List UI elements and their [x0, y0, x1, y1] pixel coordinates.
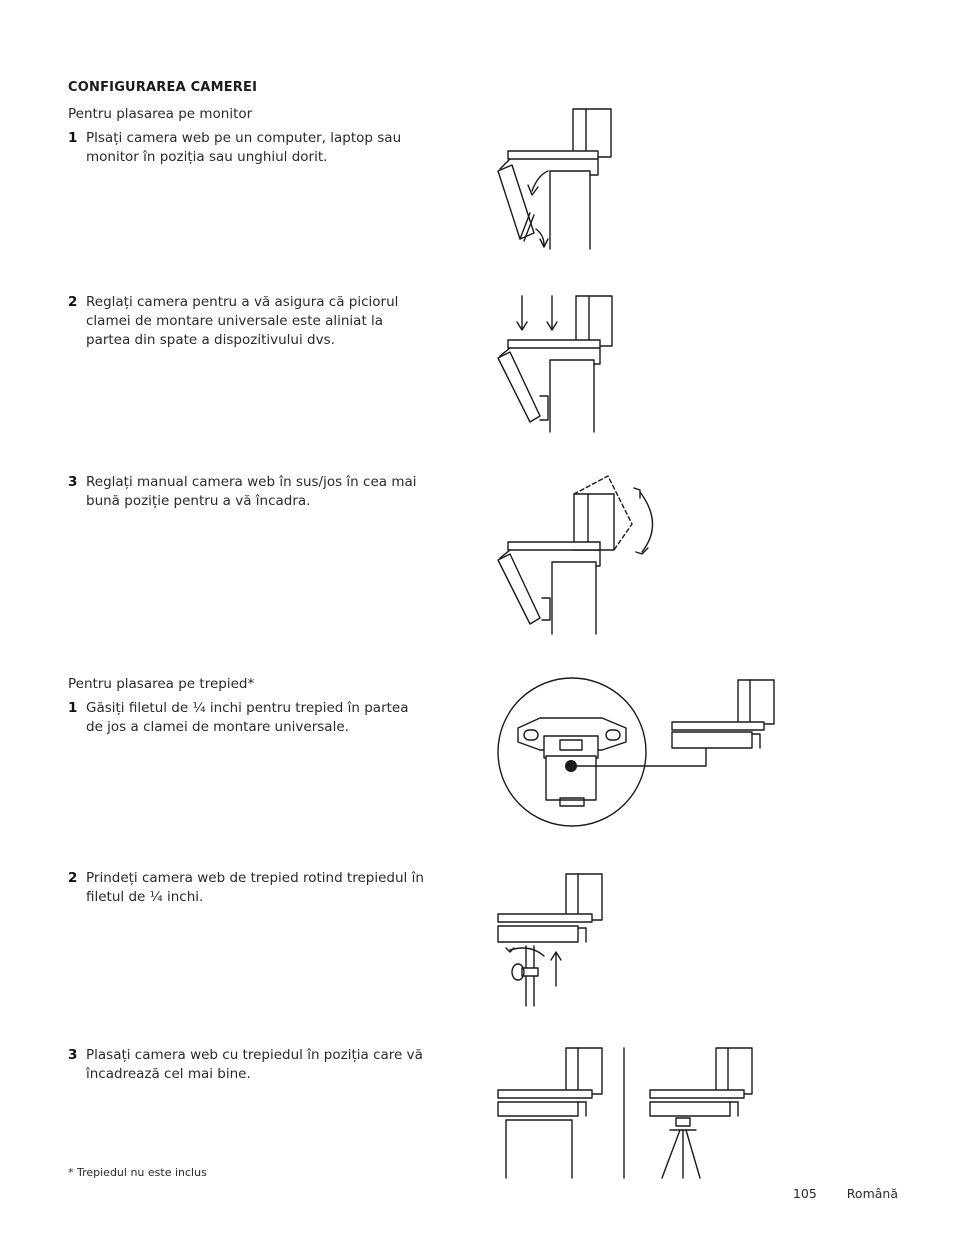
step-number: 1: [68, 700, 78, 716]
section-heading: CONFIGURAREA CAMEREI: [68, 80, 258, 95]
tripod-mounted-illustration: [494, 1044, 759, 1180]
step-text: Reglați camera pentru a vă asigura că piciorul clamei de montare universale este aliniat la partea din spate a dispozitivului dvs.: [86, 294, 399, 348]
monitor-step-2: [68, 293, 428, 350]
step-text: Prindeți camera web de trepied rotind trepiedul în filetul de ¼ inchi.: [86, 870, 424, 905]
step-number: 3: [68, 1047, 78, 1063]
step-text: Plsați camera web pe un computer, laptop sau monitor în poziția sau unghiul dorit.: [86, 130, 402, 165]
step-number: 2: [68, 294, 78, 310]
footnote: * Trepiedul nu este inclus: [68, 1166, 207, 1179]
tripod-intro: Pentru plasarea pe trepied*: [68, 676, 255, 692]
monitor-step-1: [68, 129, 428, 167]
monitor-intro: Pentru plasarea pe monitor: [68, 106, 253, 122]
tripod-thread-illustration: [496, 676, 781, 830]
webcam-monitor-illustration: [490, 105, 620, 253]
tripod-screw-illustration: [494, 870, 609, 1008]
step-text: Reglați manual camera web în sus/jos în cea mai bună poziție pentru a vă încadra.: [86, 474, 417, 509]
page-footer: [793, 1186, 898, 1201]
tripod-step-2: [68, 869, 428, 907]
step-text: Plasați camera web cu trepiedul în poziția care vă încadrează cel mai bine.: [86, 1047, 423, 1082]
step-number: 3: [68, 474, 78, 490]
step-text: Găsiți filetul de ¼ inchi pentru trepied în partea de jos a clamei de montare universale.: [86, 700, 409, 735]
tilt-arrow-illustration: [490, 472, 660, 636]
monitor-step-3: [68, 473, 428, 511]
step-number: 2: [68, 870, 78, 886]
align-arrows-illustration: [490, 292, 620, 434]
page-number: 105: [792, 1186, 817, 1201]
tripod-step-1: [68, 699, 428, 737]
page-language: Română: [846, 1186, 898, 1201]
tripod-step-3: [68, 1046, 428, 1084]
step-number: 1: [68, 130, 78, 146]
